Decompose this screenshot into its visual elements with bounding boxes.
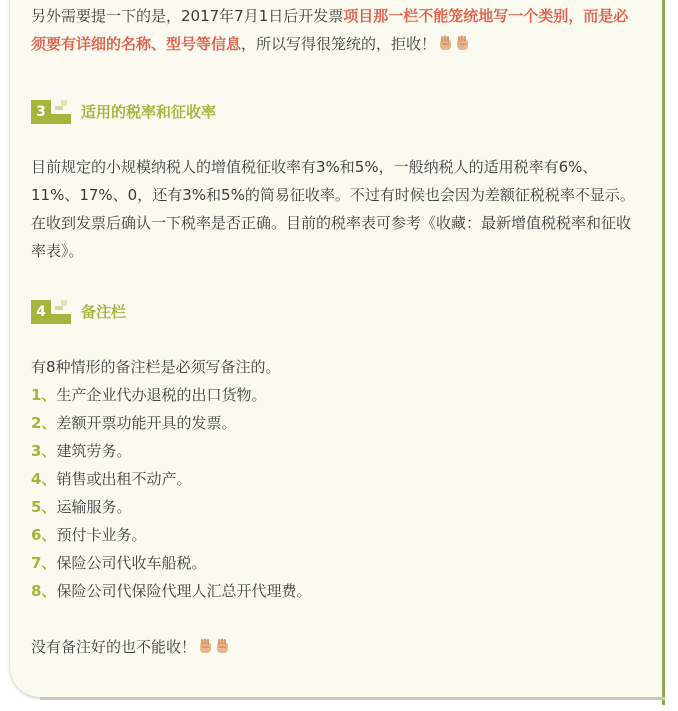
remarks-list: [31, 381, 643, 605]
intro-lead: 另外需要提一下的是，2017年7月1日后开发票: [31, 7, 344, 25]
section-number-badge: [31, 300, 71, 324]
section-3-heading: [31, 100, 216, 124]
section-title: 备注栏: [81, 303, 127, 321]
section-4-intro: 有8种情形的备注栏是必须写备注的。: [31, 358, 281, 376]
list-item: 3、建筑劳务。: [31, 442, 132, 460]
section-title: 适用的税率和征收率: [81, 103, 217, 121]
list-item: 1、生产企业代办退税的出口货物。: [31, 386, 267, 404]
section-number: 3: [36, 104, 46, 120]
section-3-body: 目前规定的小规模纳税人的增值税征收率有3%和5%，一般纳税人的适用税率有6%、11%、17%、0，还有3%和5%的简易征收率。不过有时候也会因为差额征税税率不显示。在收到发票后确认一下税率是否正确。目前的税率表可参考《收藏：最新增值税税率和征收率表》。: [31, 158, 635, 260]
card-right-border: [662, 0, 665, 705]
list-item: 2、差额开票功能开具的发票。: [31, 414, 237, 432]
closing-line: [31, 633, 643, 661]
closing-text: 没有备注好的也不能收！: [31, 638, 197, 656]
section-number: 4: [36, 304, 46, 320]
intro-paragraph: [31, 2, 643, 58]
raised-fist-emoji-icon: [455, 35, 470, 51]
intro-highlight: 项目那一栏不能笼统地写一个类别，而是必须要有详细的名称、型号等信息: [31, 7, 629, 53]
raised-fist-emoji-icon: [198, 638, 213, 654]
list-item: 6、预付卡业务。: [31, 526, 147, 544]
card-bottom-shadow: [40, 697, 665, 700]
list-item: 8、保险公司代保险代理人汇总开代理费。: [31, 582, 312, 600]
raised-fist-emoji-icon: [215, 638, 230, 654]
raised-fist-emoji-icon: [438, 35, 453, 51]
intro-tail: ，所以写得很笼统的，拒收！: [241, 35, 437, 53]
list-item: 7、保险公司代收车船税。: [31, 554, 207, 572]
list-item: 4、销售或出租不动产。: [31, 470, 192, 488]
list-item: 5、运输服务。: [31, 498, 132, 516]
section-number-badge: [31, 100, 71, 124]
section-4-heading: [31, 300, 126, 324]
